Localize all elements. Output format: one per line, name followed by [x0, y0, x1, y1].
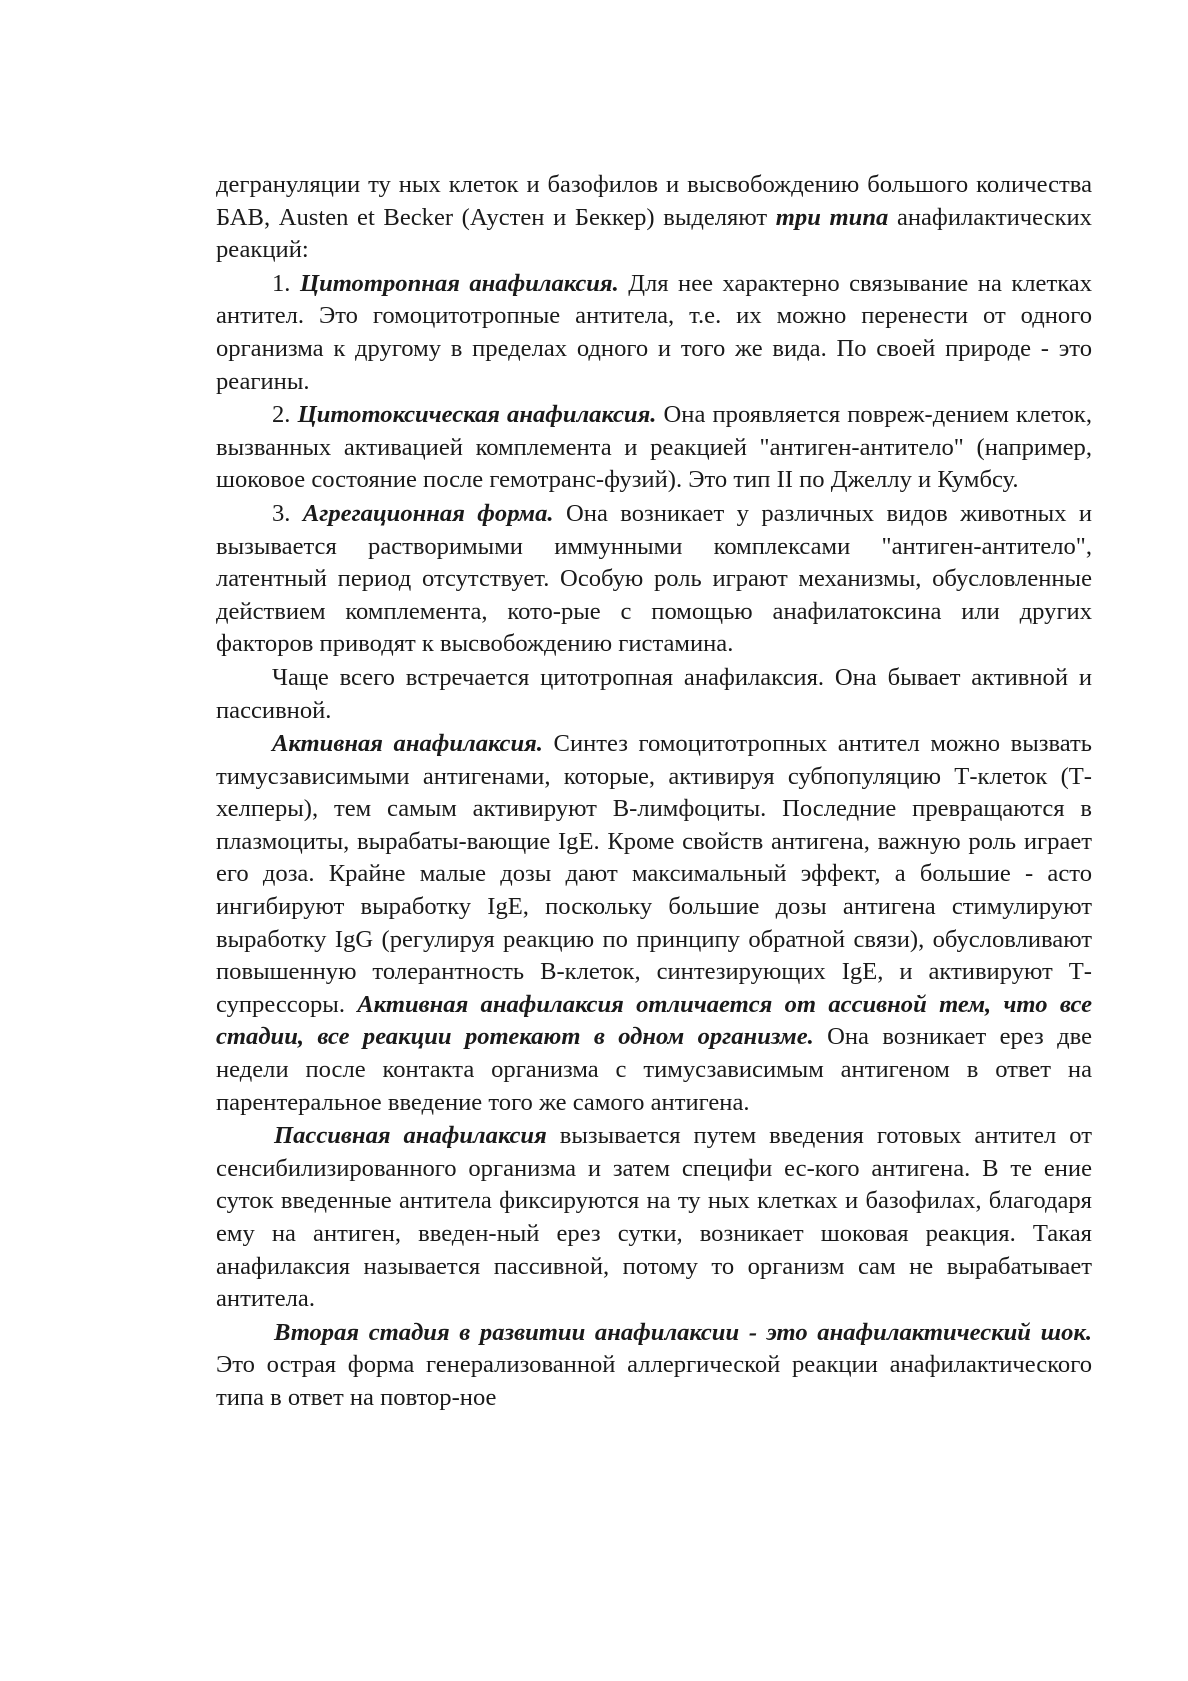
paragraph-frequency: [216, 662, 1092, 727]
paragraph-active: [216, 728, 1092, 1119]
list-number: 2.: [272, 401, 291, 429]
second-stage-text: Это острая форма генерализованной аллергической реакции анафилактического типа в ответ на повтор-ное: [216, 1351, 1092, 1411]
frequency-text: Чаще всего встречается цитотропная анафилаксия. Она бывает активной и пассивной.: [216, 663, 1092, 724]
paragraph-passive: [216, 1120, 1092, 1316]
cytotropic-text: Для нее характерно связывание на клетках антител. Это гомоцитотропные антитела, т.е. их можно перенести от одного организма к другому в пределах одного и того же вида. По своей природе - это реагины.: [216, 269, 1093, 395]
term-second-stage: Вторая стадия в развитии анафилаксии - это анафилактический шок.: [274, 1318, 1092, 1346]
aggregation-text: Она возникает у различных видов животных и вызывается растворимыми иммунными комплексами "антиген-антитело", латентный период отсутствует. Особую роль играют механизмы, обусловленные действием комплемента, кото-рые с помощью анафилатоксина или других факторов приводят к высвобождению гистамина.: [216, 499, 1093, 658]
term-cytotoxic: Цитотоксическая анафилаксия.: [297, 401, 657, 429]
document-body: [216, 169, 1092, 1415]
active-emphasis: Активная анафилаксия отличается от ассивной тем, что все стадии, все реакции ротекают в одном организме.: [216, 990, 1092, 1051]
list-number: 1.: [272, 269, 291, 297]
active-text-end: Она возникает ерез две недели после контакта организма с тимусзависимым антигеном в ответ на парентеральное введение того же самого антигена.: [216, 1023, 1092, 1116]
term-aggregation: Агрегационная форма.: [302, 499, 554, 527]
intro-text-end: анафилактических реакций:: [216, 203, 1092, 264]
term-passive: Пассивная анафилаксия: [274, 1122, 547, 1150]
cytotoxic-text: Она проявляется повреж-дением клеток, вызванных активацией комплемента и реакцией "антиген-антитело" (например, шоковое состояние после гемотранс-фузий). Это тип II по Джеллу и Кумбсу.: [216, 401, 1093, 494]
paragraph-aggregation: [216, 498, 1092, 661]
intro-text: дегрануляции ту ных клеток и базофилов и высвобождению большого количества БАВ, Austen et Becker (Аустен и Беккер) выделяют: [216, 171, 1092, 231]
passive-text: вызывается путем введения готовых антител от сенсибилизированного организма и затем специфи ес-кого антигена. В те ение суток введенные антитела фиксируются на ту ных клетках и базофилах, благодаря ему на антиген, введен-ный ерез сутки, возникает шоковая реакция. Такая анафилаксия называется пассивной, потому то организм сам не вырабатывает антитела.: [216, 1122, 1093, 1313]
intro-emphasis: три типа: [775, 203, 889, 231]
term-cytotropic: Цитотропная анафилаксия.: [299, 269, 619, 297]
paragraph-cytotropic: [216, 268, 1092, 398]
paragraph-intro: [216, 169, 1092, 267]
list-number: 3.: [272, 499, 291, 527]
active-text: Синтез гомоцитотропных антител можно вызвать тимусзависимыми антигенами, которые, активируя субпопуляцию Т-клеток (Т-хелперы), тем самым активируют В-лимфоциты. Последние превращаются в плазмоциты, вырабаты-вающие IgE. Кроме свойств антигена, важную роль играет его доза. Крайне малые дозы дают максимальный эффект, а большие - асто ингибируют выработку IgE, поскольку большие дозы антигена стимулируют выработку IgG (регулируя реакцию по принципу обратной связи), обусловливают повышенную толерантность В-клеток, синтезирующих IgE, и активируют Т-супрессоры.: [216, 730, 1092, 1018]
paragraph-second-stage: [216, 1317, 1092, 1415]
paragraph-cytotoxic: [216, 399, 1092, 497]
term-active: Активная анафилаксия.: [272, 730, 543, 758]
